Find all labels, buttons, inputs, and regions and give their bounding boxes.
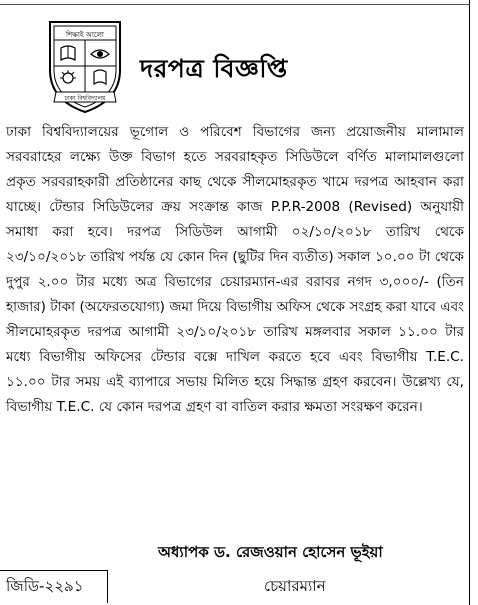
notice-title: দরপত্র বিজ্ঞপ্তি	[140, 54, 288, 83]
reference-number: জিডি-২২৯১	[0, 570, 108, 603]
dhaka-university-seal-icon	[44, 18, 126, 114]
seal-university-name: ঢাকা বিশ্ববিদ্যালয়	[64, 95, 106, 102]
seal-motto: শিক্ষাই আলো	[66, 31, 104, 39]
notice-footer	[0, 570, 470, 605]
top-divider	[0, 4, 470, 5]
signatory-name: অধ্যাপক ড. রেজওয়ান হোসেন ভূইয়া	[158, 543, 383, 561]
notice-header	[0, 18, 470, 118]
notice-body: ঢাকা বিশ্ববিদ্যালয়ের ভূগোল ও পরিবেশ বিভাগের জন্য প্রয়োজনীয় মালামাল সরবরাহের লক্ষ্যে উক্ত বিভাগ হতে সরবরাহকৃত সিডিউলে বর্ণিত মালামালগুলো প্রকৃত সরবরাহকারী প্রতিষ্ঠানের কাছ থেকে সীলমোহরকৃত খামে দরপত্র আহবান করা যাচ্ছে। টেন্ডার সিডিউলের ক্রয় সংক্রান্ত কাজ P.P.R-2008 (Revised) অনুযায়ী সমাধা করা হবে। দরপত্র সিডিউল আগামী ০২/১০/২০১৮ তারিখ থেকে ২৩/১০/২০১৮ তারিখ পর্যন্ত যে কোন দিন (ছুটির দিন ব্যতীত) সকাল ১০.০০ টা থেকে দুপুর ২.০০ টার মধ্যে অত্র বিভাগের চেয়ারম্যান-এর বরাবর নগদ ৩,০০০/- (তিন হাজার) টাকা (অফেরতযোগ্য) জমা দিয়ে বিভাগীয় অফিস থেকে সংগ্রহ করা যাবে এবং সীলমোহরকৃত দরপত্র আগামী ২৩/১০/২০১৮ তারিখ মঙ্গলবার সকাল ১১.০০ টার মধ্যে বিভাগীয় অফিসের টেন্ডার বক্সে দাখিল করতে হবে এবং বিভাগীয় T.E.C. ১১.০০ টার সময় এই ব্যাপারে সভায় মিলিত হয়ে সিদ্ধান্ত গ্রহণ করবেন। উল্লেখ্য যে, বিভাগীয় T.E.C. যে কোন দরপত্র গ্রহণ বা বাতিল করার ক্ষমতা সংরক্ষণ করেন।	[6, 124, 464, 415]
signatory-designation: চেয়ারম্যান	[264, 577, 326, 595]
